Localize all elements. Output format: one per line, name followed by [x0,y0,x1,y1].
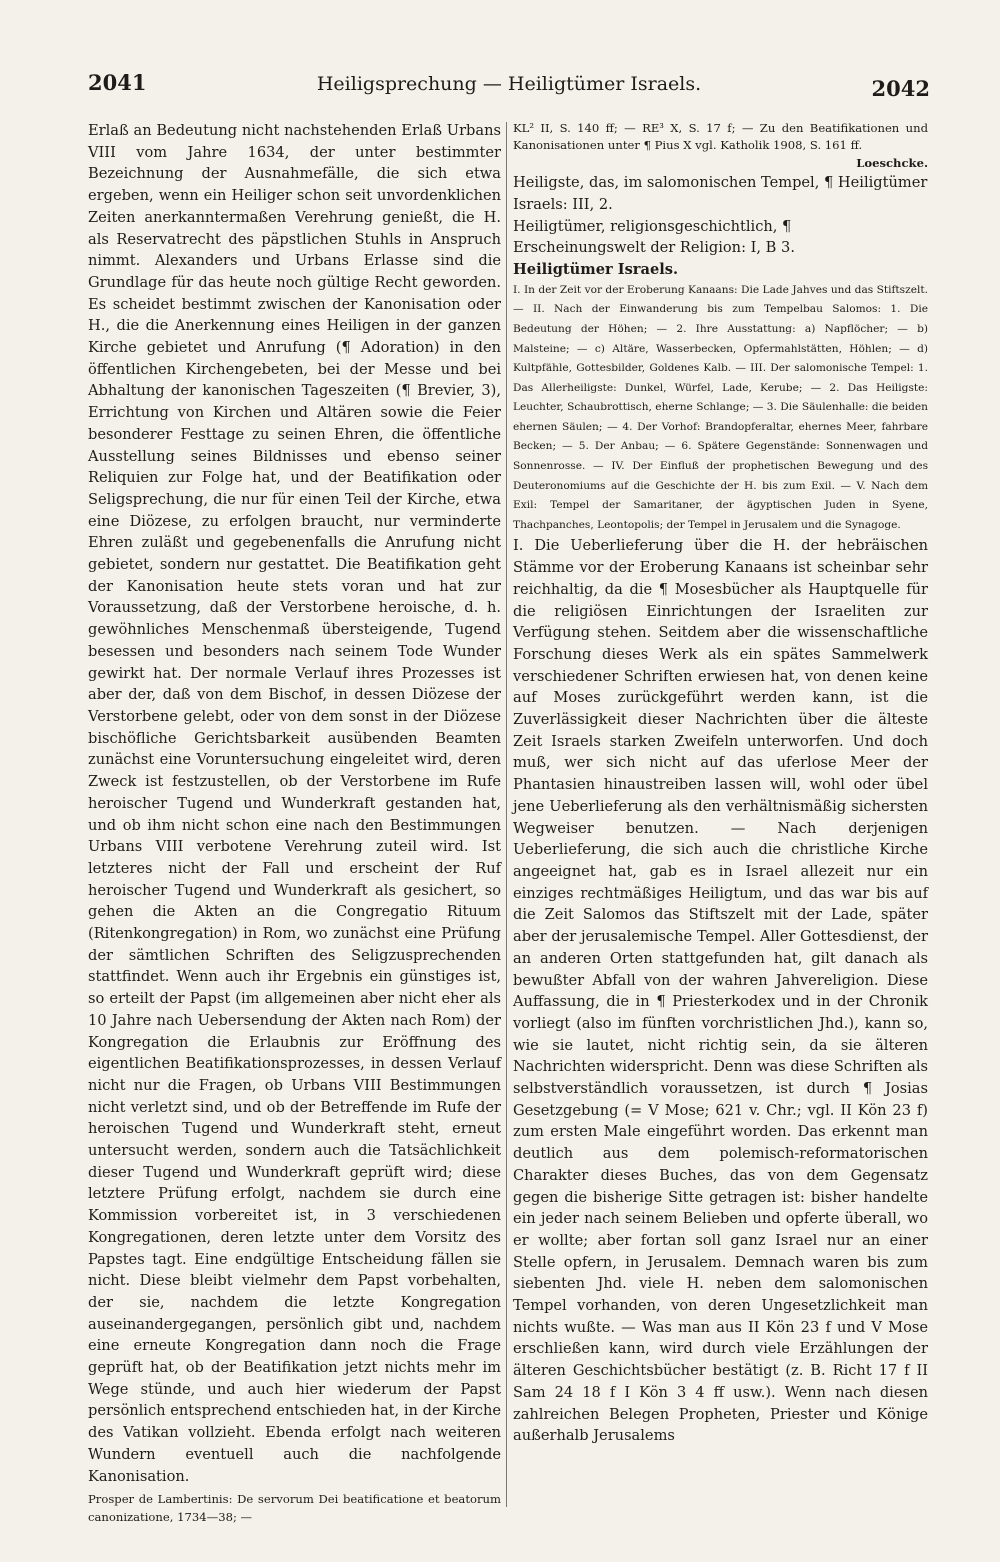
running-title: Heiligsprechung — Heiligtümer Israels. [316,73,702,95]
author-signature: Loeschcke. [856,155,928,170]
entry-title-heiligtuemer-israels [513,259,928,281]
literature-continued: KL² II, S. 140 ff; — RE³ X, S. 17 f; — Zu den Beatifikationen und Kanonisationen unter ¶ Pius X vgl. Katholik 1908, S. 161 ff. [513,121,928,153]
left-paragraph: Erlaß an Bedeutung nicht nachstehenden Erlaß Urbans VIII vom Jahre 1634, der unter bestimmter Bezeichnung der Ausnahmefälle, die sich etwa ergeben, wenn ein Heiliger schon seit unvordenklichen Zeiten anerkanntermaßen Verehrung genießt, die H. als Reservatrecht des päpstlichen Stuhls in Anspruch nimmt. Alexanders und Urbans Erlasse sind die Grundlage für das heute noch gültige Recht geworden. Es scheidet bestimmt zwischen der Kanonisation oder H., die die Anerkennung eines Heiligen in der ganzen Kirche gebietet und Anrufung (¶ Adoration) in den öffentlichen Kirchengebeten, bei der Messe und bei Abhaltung der kanonischen Tageszeiten (¶ Brevier, 3), Errichtung von Kirchen und Altären sowie die Feier besonderer Festtage zu seinen Ehren, die öffentliche Ausstellung seines Bildnisses und ebenso seiner Reliquien zur Folge hat, und der Beatifikation oder Seligsprechung, die nur für einen Teil der Kirche, etwa eine Diözese, zu erfolgen braucht, nur verminderte Ehren zuläßt und gegebenenfalls die Anrufung nicht gebietet, sondern nur gestattet. Die Beatifikation geht der Kanonisation heute stets voran und hat zur Voraussetzung, daß der Verstorbene heroische, d. h. gewöhnliches Menschenmaß übersteigende, Tugend besessen und besonders nach seinem Tode Wunder gewirkt hat. Der normale Verlauf ihres Prozesses ist aber der, daß von dem Bischof, in dessen Diözese der Verstorbene gelebt, oder von dem sonst in der Diözese bischöfliche Gerichtsbarkeit ausübenden Beamten zunächst eine Voruntersuchung eingeleitet wird, deren Zweck ist festzustellen, ob der Verstorbene im Rufe heroischer Tugend und Wunderkraft gestanden hat, und ob ihm nicht schon eine nach den Bestimmungen Urbans VIII verbotene Verehrung zuteil wird. Ist letzteres nicht der Fall und erscheint der Ruf heroischer Tugend und Wunderkraft als gesichert, so gehen die Akten an die Congregatio Rituum (Ritenkongregation) in Rom, wo zunächst eine Prüfung der sämtlichen Schriften des Seligzusprechenden stattfindet. Wenn auch ihr Ergebnis ein günstiges ist, so erteilt der Papst (im allgemeinen aber nicht eher als 10 Jahre nach Uebersendung der Akten nach Rom) der Kongregation die Erlaubnis zur Eröffnung des eigentlichen Beatifikationsprozesses, in dessen Verlauf nicht nur die Fragen, ob Urbans VIII Bestimmungen nicht verletzt sind, und ob der Betreffende im Rufe der heroischen Tugend und Wunderkraft steht, erneut untersucht werden, sondern auch die Tatsächlichkeit dieser Tugend und Wunderkraft geprüft wird; diese letztere Prüfung erfolgt, nachdem sie durch eine Kommission vorbereitet ist, in 3 verschiedenen Kongregationen, deren letzte unter dem Vorsitz des Papstes tagt. Eine endgültige Entscheidung fällen sie nicht. Diese bleibt vielmehr dem Papst vorbehalten, der sie, nachdem die letzte Kongregation auseinandergegangen, persönlich gibt und, nachdem eine erneute Kongregation dann noch die Frage geprüft hat, ob der Beatifikation jetzt nichts mehr im Wege stünde, und auch hier wiederum der Papst persönlich entsprechend entschieden hat, in der Kirche des Vatikan vollzieht. Ebenda erfolgt nach weiteren Wundern eventuell auch die nachfolgende Kanonisation. [88,122,501,1485]
page-number-right: 2042 [871,76,930,101]
table-of-contents: I. In der Zeit vor der Eroberung Kanaans: Die Lade Jahves und das Stiftszelt. — II. Nach der Einwanderung bis zum Tempelbau Salomos: 1. Die Bedeutung der Höhen; — 2. Ihre Ausstattung: a) Napflöcher; — b) Malsteine; — c) Altäre, Wasserbecken, Opfermahlstätten, Höhlen; — d) Kultpfähle, Gottesbilder, Goldenes Kalb. — III. Der salomonische Tempel: 1. Das Allerheiligste: Dunkel, Würfel, Lade, Kerube; — 2. Das Heiligste: Leuchter, Schaubrottisch, eherne Schlange; — 3. Die Säulenhalle: die beiden ehernen Säulen; — 4. Der Vorhof: Brandopferaltar, ehernes Meer, fahrbare Becken; — 5. Der Anbau; — 6. Spätere Gegenstände: Sonnenwagen und Sonnenrosse. — IV. Der Einfluß der prophetischen Bewegung und des Deuteronomiums auf die Geschichte der H. bis zum Exil. — V. Nach dem Exil: Tempel der Samaritaner, der ägyptischen Juden in Syene, Thachpanches, Leontopolis; der Tempel in Jerusalem und die Synagoge. [513,283,928,531]
entry-heiligste: Heiligste, das, im salomonischen Tempel, ¶ Heiligtümer Israels: III, 2. [513,174,928,213]
page-header [88,70,930,104]
column-divider [506,122,507,1507]
left-column [88,120,501,1524]
literature-reference: Prosper de Lambertinis: De servorum Dei beatificatione et beatorum canonizatione, 1734—38; — [88,1492,501,1524]
page-number-left: 2041 [88,70,147,95]
right-column [513,120,928,1510]
right-paragraph: I. Die Ueberlieferung über die H. der hebräischen Stämme vor der Eroberung Kanaans ist scheinbar sehr reichhaltig, da die ¶ Mosesbücher als Hauptquelle für die religiösen Einrichtungen der Israeliten zur Verfügung stehen. Seitdem aber die wissenschaftliche Forschung dieses Werk als ein spätes Sammelwerk verschiedener Schriften erwiesen hat, von denen keine auf Moses zurückgeführt werden kann, ist die Zuverlässigkeit dieser Nachrichten über die älteste Zeit Israels starken Zweifeln unterworfen. Und doch muß, wer sich nicht auf das uferlose Meer der Phantasien hinaustreiben lassen will, wohl oder übel jene Ueberlieferung als den verhältnismäßig sichersten Wegweiser benutzen. — Nach derjenigen Ueberlieferung, die sich auch die christliche Kirche angeeignet hat, gab es in Israel allezeit nur ein einziges rechtmäßiges Heiligtum, und das war bis auf die Zeit Salomos das Stiftszelt mit der Lade, später aber der jerusalemische Tempel. Aller Gottesdienst, der an anderen Orten stattgefunden hat, gilt danach als bewußter Abfall von der wahren Jahvereligion. Diese Auffassung, die in ¶ Priesterkodex und in der Chronik vorliegt (also im fünften vorchristlichen Jhd.), kann so, wie sie lautet, nicht richtig sein, da sie älteren Nachrichten widerspricht. Denn was diese Schriften als selbstverständlich voraussetzen, ist durch ¶ Josias Gesetzgebung (= V Mose; 621 v. Chr.; vgl. II Kön 23 f) zum ersten Male eingeführt worden. Das erkennt man deutlich aus dem polemisch-reformatorischen Charakter dieses Buches, das von dem Gegensatz gegen die bisherige Sitte getragen ist: bisher handelte ein jeder nach seinem Belieben und opferte überall, wo er wollte; aber fortan soll ganz Israel nur an einer Stelle opfern, in Jerusalem. Demnach waren bis zum siebenten Jhd. viele H. neben dem salomonischen Tempel vorhanden, von deren Ungesetzlichkeit man nichts wußte. — Was man aus II Kön 23 f und V Mose erschließen kann, wird durch viele Erzählungen der älteren Geschichtsbücher bestätigt (z. B. Richt 17 f II Sam 24 18 f I Kön 3 4 ff usw.). Wenn nach diesen zahlreichen Belegen Propheten, Priester und Könige außerhalb Jerusalems [513,537,928,1445]
entry-heiligtuemer: Heiligtümer, religionsgeschichtlich, ¶ Erscheinungswelt der Religion: I, B 3. [513,217,795,257]
entry-title-text: Heiligtümer Israels. [513,261,679,279]
